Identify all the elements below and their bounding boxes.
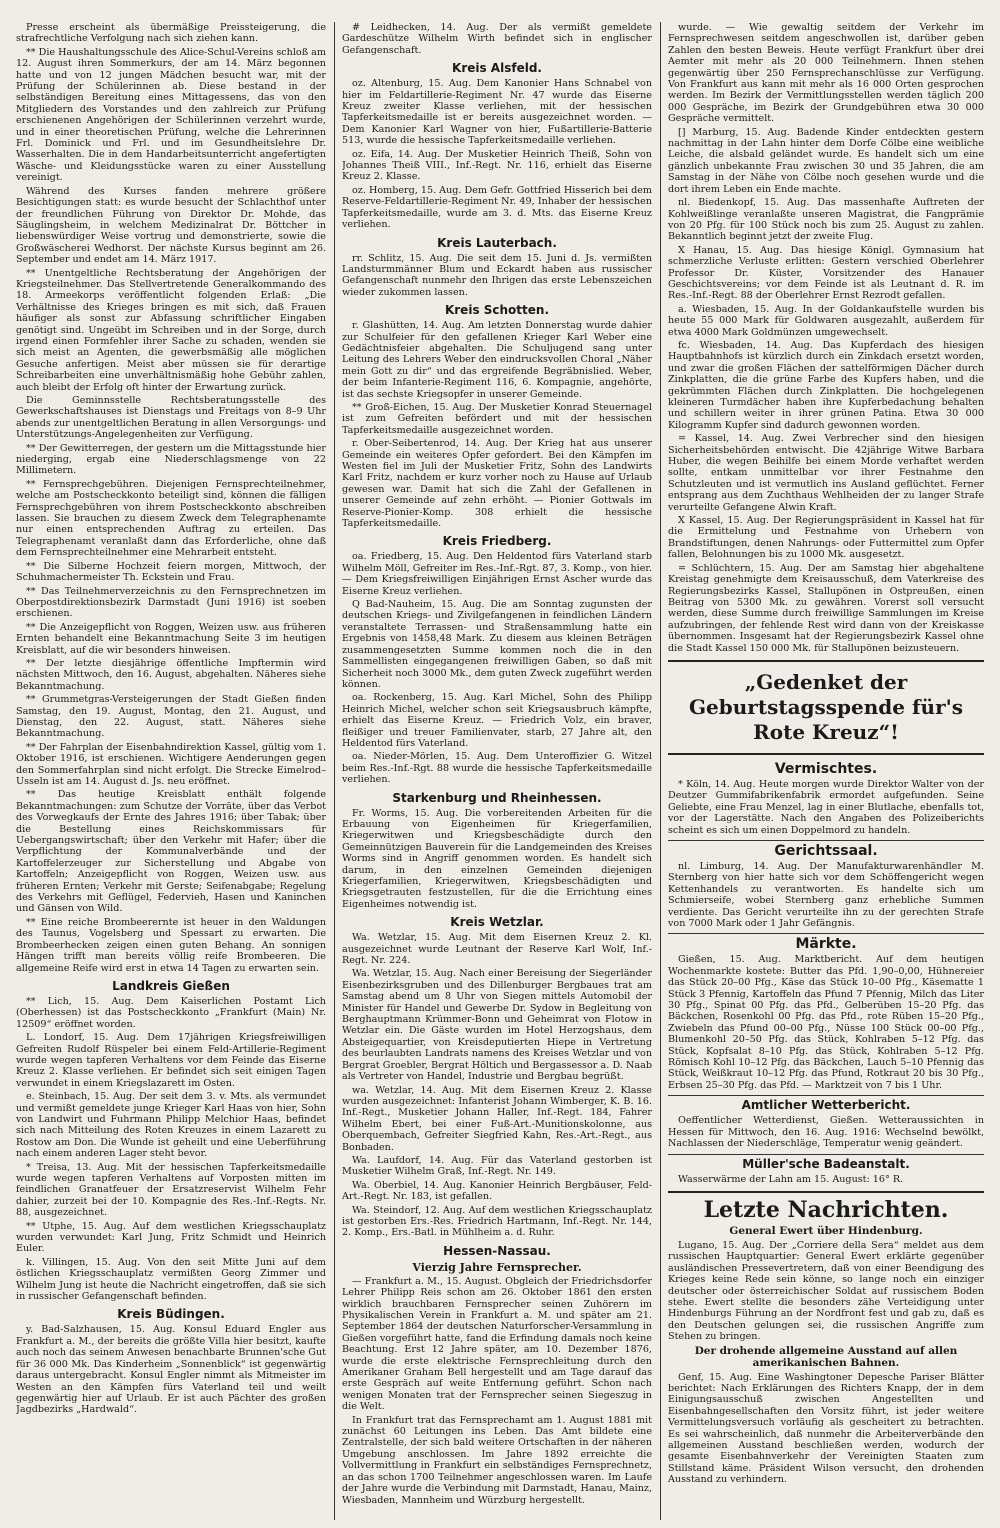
article-title: Der drohende allgemeine Ausstand auf allen amerikanischen Bahnen.: [694, 1344, 958, 1369]
section-heading: Kreis Schotten.: [444, 303, 550, 318]
section-heading: Kreis Lauterbach.: [437, 235, 557, 250]
article: oa. Friedberg, 15. Aug. Den Heldentod fürs Vaterland starb Wilhelm Möll, Gefreiter im Res.-Inf.-Rgt. 87, 3. Komp., von hier. — Dem Kriegsfreiwilligen Einjährigen Ernst Ascher wurde das Eiserne Kreuz verliehen.: [342, 551, 652, 597]
article: Fr. Worms, 15. Aug. Die vorbereitenden Arbeiten für die Erbauung von Eigenheimen für Kriegerfamilien, Kriegerwitwen und Kriegsbeschädigte durch den Gemeinnützigen Bauverein für die Landgemeinden des Kreises Worms sind in Angriff genommen worden. Es handelt sich darum, in den einzelnen Gemeinden diejenigen Kriegerfamilien, Kriegerwitwen, Kriegsbeschädigten und Kriegsgetrauten festzustellen, für die die Errichtung eines Eigenheimes notwendig ist.: [342, 807, 652, 910]
section-heading: Kreis Friedberg.: [442, 534, 552, 549]
article: wa. Wetzlar, 14. Aug. Mit dem Eisernen Kreuz 2. Klasse wurden ausgezeichnet: Infanterist Johann Wimberger, K. B. 16. Inf.-Regt., Musketier Johann Haller, Inf.-Regt. 184, Fahrer Wilhelm Ebert, bei einer Fuß-Art.-Munitionskolonne, aus Oberquembach, Gefreiter Siegfried Kahn, Res.-Art.-Regt., aus Bonbaden.: [342, 1084, 652, 1153]
column-rule: [660, 22, 661, 1520]
article: Die Geminnsstelle Rechtsberatungsstelle des Gewerkschaftshauses ist Dienstags und Freitags von 8–9 Uhr abends zur unentgeltlichen Beratung in allen Versorgungs- und Unterstützungs-Angelegenheiten zur Verfügung.: [16, 395, 326, 441]
article: ** Der letzte diesjährige öffentliche Impftermin wird nächsten Mittwoch, den 16. August, abgehalten. Näheres siehe Bekanntmachung.: [16, 657, 326, 692]
section-heading: Starkenburg und Rheinhessen.: [392, 790, 602, 805]
article: Oeffentlicher Wetterdienst, Gießen. Wetteraussichten in Hessen für Mittwoch, den 16. Aug. 1916: Wechselnd bewölkt, Nachlassen der Niederschläge, Temperatur wenig geändert.: [668, 1115, 984, 1150]
article: oz. Eifa, 14. Aug. Der Musketier Heinrich Theiß, Sohn von Johannes Theiß VIII., Inf.-Regt. Nr. 116, erhielt das Eiserne Kreuz 2. Klasse.: [342, 148, 652, 183]
article: Q Bad-Nauheim, 15. Aug. Die am Sonntag zugunsten der deutschen Kriegs- und Zivilgefangenen in feindlichen Ländern veranstaltete Terrassen- und Straßensammlung hatte ein Ergebnis von 1458,48 Mark. Zu diesem aus kleinen Beträgen zusammengesetzten Summe kommen noch die in den Sammellisten eingegangenen freiwilligen Gaben, so daß mit Sicherheit noch 3000 Mk., dem guten Zweck zugeführt werden können.: [342, 599, 652, 690]
article: rr. Schlitz, 15. Aug. Die seit dem 15. Juni d. Js. vermißten Landsturmmänner Blum und Eckardt haben aus russischer Gefangenschaft nunmehr den Ihrigen das erste Lebenszeichen wieder zukommen lassen.: [342, 252, 652, 298]
article: Während des Kurses fanden mehrere größere Besichtigungen statt: es wurde besucht der Schlachthof unter der freundlichen Führung von Direktor Dr. Mohde, das Säuglingsheim, in welchem Medizinalrat Dr. Böttcher in liebenswürdiger Weise vortrug und demonstrierte, sowie die Großwäscherei Wedhorst. Der nächste Kursus beginnt am 26. September und endet am 14. März 1917.: [16, 185, 326, 266]
article: Lugano, 15. Aug. Der „Corriere della Sera“ meldet aus dem russischen Hauptquartier: General Ewert erklärte gegenüber ausländischen Pressevertretern, daß von einer Beendigung des Krieges keine Rede sein könne, so lange noch ein einziger deutscher oder österreichischer Soldat auf russischem Boden stehe. Ewert stellte die besonders zähe Verteidigung unter Hindenburgs Führung an der Nordfront fest und gab zu, daß es den Deutschen gelungen sei, die russischen Angriffe zum Stehen zu bringen.: [668, 1239, 984, 1343]
article: wurde. — Wie gewaltig seitdem der Verkehr im Fernsprechwesen seitdem angeschwollen ist, darüber geben Zahlen den besten Beweis. Heute verfügt Frankfurt über drei Aemter mit mehr als 20 000 Teilnehmern. Ihnen stehen gegenwärtig über 250 Fernsprechanschlüsse zur Verfügung. Von Frankfurt aus kann mit mehr als 16 000 Orten gesprochen werden. Im Bezirk der Vermittlungsstellen werden täglich 200 000 Gespräche, im Bezirk der Grundgebühren etwa 30 000 Gespräche vermittelt.: [668, 22, 984, 125]
section-heading: Märkte.: [668, 933, 984, 952]
article: — Frankfurt a. M., 15. August. Obgleich der Friedrichsdorfer Lehrer Philipp Reis schon am 26. Oktober 1861 den ersten wirklich brauchbaren Fernsprecher seinen Zuhörern im Physikalischen Verein in Frankfurt a. M. und später am 21. September 1864 der deutschen Naturforscher-Versammlung in Gießen vorgeführt hatte, fand die Erfindung damals noch keine Beachtung. Erst 12 Jahre später, am 10. Dezember 1876, wurde die erste elektrische Fernsprechleitung durch den Amerikaner Graham Bell hergestellt und am Tage darauf das erste Gespräch auf weite Entfernung geführt. Schon nach wenigen Monaten trat der Fernsprecher seinen Siegeszug in die Welt.: [342, 1275, 652, 1413]
column-rule: [334, 22, 335, 1520]
article: k. Villingen, 15. Aug. Von den seit Mitte Juni auf dem östlichen Kriegsschauplatz vermißten Georg Zimmer und Wilhelm Jung ist heute die Nachricht eingetroffen, daß sie sich in russischer Gefangenschaft befinden.: [16, 1256, 326, 1303]
article: Wa. Oberbiel, 14. Aug. Kanonier Heinrich Bergbäuser, Feld-Art.-Regt. Nr. 183, ist gefallen.: [342, 1179, 652, 1203]
article: Wasserwärme der Lahn am 15. August: 16° R.: [678, 1173, 904, 1185]
article-title: Vierzig Jahre Fernsprecher.: [412, 1260, 582, 1274]
article: oz. Homberg, 15. Aug. Dem Gefr. Gottfried Hisserich bei dem Reserve-Feldartillerie-Regiment Nr. 49, Inhaber der hessischen Tapferkeitsmedaille, wurde am 3. d. Mts. das Eiserne Kreuz verliehen.: [342, 184, 652, 231]
red-cross-appeal: „Gedenket der Geburtstagsspende für's Rote Kreuz“!: [668, 660, 984, 755]
article: [] Marburg, 15. Aug. Badende Kinder entdeckten gestern nachmittag in der Lahn hinter dem Dorfe Cölbe eine weibliche Leiche, die alsbald geländet wurde. Es handelt sich um eine gänzlich unbekannte Frau zwischen 30 und 35 Jahren, die am Samstag in der Nähe von Cölbe noch gesehen wurde und die dort ihrem Leben ein Ende machte.: [668, 126, 984, 195]
article: ** Fernsprechgebühren. Diejenigen Fernsprechteilnehmer, welche am Postscheckkonto beteiligt sind, können die fälligen Fernsprechgebühren von ihrem Postscheckkonto abschreiben lassen. Sie brauchen zu diesem Zweck dem Telegraphenamte nur einen entsprechenden Auftrag zu erteilen. Das Telegraphenamt veranlaßt dann das Erforderliche, ohne daß dem Fernsprechteilnehmer eine Mehrarbeit entsteht.: [16, 478, 326, 559]
section-heading: Landkreis Gießen: [112, 978, 230, 993]
article: Presse erscheint als übermäßige Preissteigerung, die strafrechtliche Verfolgung nach sich ziehen kann.: [16, 22, 326, 45]
article: * Treisa, 13. Aug. Mit der hessischen Tapferkeitsmedaille wurde wegen tapferen Verhaltens auf Vorposten mitten im feindlichen Granatfeuer der Ersatzreservist Wilhelm Fehr dahier, zurzeit bei der 10. Kompagnie des Res.-Inf.-Regts. Nr. 88, ausgezeichnet.: [16, 1161, 326, 1219]
article: ** Die Haushaltungsschule des Alice-Schul-Vereins schloß am 12. August ihren Sommerkurs, der am 14. März begonnen hatte und von 12 jungen Mädchen besucht war, mit der Prüfung der Schülerinnen ab. Diese bestand in der selbständigen Bereitung eines Mittagessens, das von den Mitgliedern des Vorstandes und den zahlreich zur Prüfung erschienenen Angehörigen der Schülerinnen verzehrt wurde, und in einer theoretischen Prüfung, welche die Lehrerinnen Frl. Dominick und Frl. und im Gesundheitslehre Dr. Wasserhalten. Die in dem Handarbeitsunterricht angefertigten Wäsche- und Kleidungsstücke waren zu einer Ausstellung vereinigt.: [16, 46, 326, 184]
article: * Köln, 14. Aug. Heute morgen wurde Direktor Walter von der Deutzer Gummifabrikenfabrik ermordet aufgefunden. Seine Geliebte, eine Frau Menzel, lag in einer Blutlache, ebenfalls tot, vor der Lagerstätte. Nach den Angaben des Polizeiberichts scheint es sich um einen Doppelmord zu handeln.: [668, 778, 984, 836]
article-title: General Ewert über Hindenburg.: [729, 1224, 923, 1237]
article: X Hanau, 15. Aug. Das hiesige Königl. Gymnasium hat schmerzliche Verluste erlitten: Gestern verschied Oberlehrer Professor Dr. Küster, Vorsitzender des Hanauer Geschichtsvereins; vor dem Feinde ist als Leutnant d. R. im Res.-Inf.-Regt. 88 der Oberlehrer Ernst Rezrodt gefallen.: [668, 244, 984, 302]
article: y. Bad-Salzhausen, 15. Aug. Konsul Eduard Engler aus Frankfurt a. M., der bereits die größte Villa hier besitzt, kaufte auch noch das seinem Anwesen benachbarte Brunnen'sche Gut für 36 000 Mk. Das Kinderheim „Sonnenblick“ ist gegenwärtig daraus untergebracht. Konsul Engler nimmt als Mitmeister im Westen an den Kämpfen fürs Vaterland teil und weilt gegenwärtig hier auf Urlaub. Er ist auch Pächter des großen Jagdbezirks „Hardwald“.: [16, 1324, 326, 1416]
article: ** Der Fahrplan der Eisenbahndirektion Kassel, gültig vom 1. Oktober 1916, ist erschienen. Wichtigere Aenderungen gegen den Sommerfahrplan sind nicht erfolgt. Die Strecke Eimelrod–Usseln ist am 14. August d. Js. neu eröffnet.: [16, 741, 326, 787]
section-heading: Kreis Büdingen.: [117, 1307, 225, 1322]
latest-news-heading: Letzte Nachrichten.: [668, 1191, 984, 1223]
article: # Leidhecken, 14. Aug. Der als vermißt gemeldete Gardeschütze Wilhelm Wirth befindet sich in englischer Gefangenschaft.: [342, 22, 652, 56]
article: Wa. Steindorf, 12. Aug. Auf dem westlichen Kriegsschauplatz ist gestorben Ers.-Res. Friedrich Hartmann, Inf.-Regt. Nr. 144, 2. Komp., Ers.-Batl. in Mühlheim a. d. Ruhr.: [342, 1204, 652, 1239]
article: oa. Rockenberg, 15. Aug. Karl Michel, Sohn des Philipp Heinrich Michel, welcher schon seit Kriegsausbruch kämpfte, erhielt das Eiserne Kreuz. — Friedrich Volz, ein braver, fleißiger und treuer Familienvater, starb, 27 Jahre alt, den Heldentod fürs Vaterland.: [342, 692, 652, 749]
article: r. Ober-Seibertenrod, 14. Aug. Der Krieg hat aus unserer Gemeinde ein weiteres Opfer gefordert. Bei den Kämpfen im Westen fiel im Juli der Musketier Fritz, Sohn des Landwirts Karl Fritz, nachdem er kurz vorher noch zu Hause auf Urlaub gewesen war. Damit hat sich die Zahl der Gefallenen in unserer Gemeinde auf zehn erhöht. — Pionier Gottwals im Reserve-Pionier-Komp. 308 erhielt die hessische Tapferkeitsmedaille.: [342, 438, 652, 530]
column-3: [668, 22, 984, 1520]
article: ** Die Anzeigepflicht von Roggen, Weizen usw. aus früheren Ernten behandelt eine Bekanntmachung Seite 3 im heutigen Kreisblatt, auf die wir besonders hinweisen.: [16, 621, 326, 656]
article: nl. Biedenkopf, 15. Aug. Das massenhafte Auftreten der Kohlweißlinge veranlaßte unseren Magistrat, die Fangprämie von 20 Pfg. für 100 Stück noch bis zum 25. August zu zahlen. Bekanntlich beginnt jetzt der zweite Flug.: [668, 197, 984, 243]
section-heading: Kreis Alsfeld.: [452, 61, 542, 76]
article: ** Utphe, 15. Aug. Auf dem westlichen Kriegsschauplatz wurden verwundet: Karl Jung, Fritz Schmidt und Heinrich Euler.: [16, 1220, 326, 1255]
article: ** Das Teilnehmerverzeichnis zu den Fernsprechnetzen im Oberpostdirektionsbezirk Darmstadt (Juni 1916) ist soeben erschienen.: [16, 585, 326, 620]
article: ** Lich, 15. Aug. Dem Kaiserlichen Postamt Lich (Oberhessen) ist das Postscheckkonto „Frankfurt (Main) Nr. 12509“ eröffnet worden.: [16, 995, 326, 1030]
section-heading: Amtlicher Wetterbericht.: [668, 1095, 984, 1112]
section-heading: Hessen-Nassau.: [443, 1243, 551, 1258]
article: Wa. Wetzlar, 15. Aug. Mit dem Eisernen Kreuz 2. Kl. ausgezeichnet wurde Leutnant der Reserve Karl Wolf, Inf.-Regt. Nr. 224.: [342, 932, 652, 967]
article: = Schlüchtern, 15. Aug. Der am Samstag hier abgehaltene Kreistag genehmigte dem Kreisausschuß, dem Vaterkreise des Regierungsbezirks Kassel, Stallupönen in Ostpreußen, einen Beitrag von 5300 Mk. zu gewähren. Vorerst soll versucht werden, diese Summe durch freiwillige Sammlungen im Kreise aufzubringen, der fehlende Rest wird dann von der Kreiskasse übernommen. Insgesamt hat der Regierungsbezirk Kassel ohne die Stadt Kassel 150 000 Mk. für Stallupönen beizusteuern.: [668, 562, 984, 654]
article: L. Londorf, 15. Aug. Dem 17jährigen Kriegsfreiwilligen Gefreiten Rudolf Rüspeler bei einem Feld-Artillerie-Regiment wurde wegen tapferen Verhaltens vor dem Feinde das Eiserne Kreuz 2. Klasse verliehen. Er befindet sich seit einigen Tagen verwundet in einem Kriegslazarett im Osten.: [16, 1032, 326, 1089]
column-1: [16, 22, 326, 1520]
article: r. Glashütten, 14. Aug. Am letzten Donnerstag wurde dahier zur Schulfeier für den gefallenen Krieger Karl Weber eine Gedächtnisfeier abgehalten. Die Schuljugend sang unter Leitung des Lehrers Weber den eindrucksvollen Choral „Näher mein Gott zu dir“ und das ergreifende Begräbnislied. Weber, der beim Infanterie-Regiment 116, 6. Kompagnie, angehörte, ist das sechste Kriegsopfer in unserer Gemeinde.: [342, 320, 652, 400]
article: X Kassel, 15. Aug. Der Regierungspräsident in Kassel hat für die Ermittelung und Festnahme von Urhebern von Brandstiftungen, denen Nahrungs- oder Futtermittel zum Opfer fallen, Belohnungen bis zu 1000 Mk. ausgesetzt.: [668, 515, 984, 561]
article: In Frankfurt trat das Fernsprechamt am 1. August 1881 mit zunächst 60 Leitungen ins Leben. Das Amt bildete eine Zentralstelle, der sich bald weitere Ortschaften in der näheren Umgebung anschlossen. Im Jahre 1892 erreichte die Vollvermittlung in Frankfurt ein selbständiges Fernsprechnetz, an das schon 1700 Teilnehmer angeschlossen waren. Im Laufe der Jahre wurde die Verbindung mit Darmstadt, Hanau, Mainz, Wiesbaden, Mannheim und Würzburg hergestellt.: [342, 1414, 652, 1506]
article: ** Eine reiche Brombeerernte ist heuer in den Waldungen des Taunus, Vogelsberg und Spessart zu erwarten. Die Brombeerhecken zeigen einen guten Behang. An sonnigen Hängen trifft man bereits völlig reife Brombeeren. Die allgemeine Reife wird erst in etwa 14 Tagen zu erwarten sein.: [16, 916, 326, 974]
article: oz. Altenburg, 15. Aug. Dem Kanonier Hans Schnabel von hier im Feldartillerie-Regiment Nr. 47 wurde das Eiserne Kreuz zweiter Klasse verliehen, mit der hessischen Tapferkeitsmedaille ist er bereits ausgezeichnet worden. — Dem Kanonier Karl Wagner von hier, Fußartillerie-Batterie 513, wurde die hessische Tapferkeitsmedaille verliehen.: [342, 78, 652, 147]
article: nl. Limburg, 14. Aug. Der Manufakturwarenhändler M. Sternberg von hier hatte sich vor dem Schöffengericht wegen Kettenhandels zu verantworten. Es handelte sich um Schmierseife, wobei Sternberg ganz erhebliche Summen verdiente. Das Gericht verurteilte ihn zu der gerechten Strafe von 7000 Mark oder 1 Jahr Gefängnis.: [668, 860, 984, 929]
article: Wa. Laufdorf, 14. Aug. Für das Vaterland gestorben ist Musketier Wilhelm Graß, Inf.-Regt. Nr. 149.: [342, 1154, 652, 1178]
article: e. Steinbach, 15. Aug. Der seit dem 3. v. Mts. als vermundet und vermißt gemeldete junge Krieger Karl Haas von hier, Sohn von Landwirt und Fuhrmann Philipp Melchior Haas, befindet sich nach Mitteilung des Roten Kreuzes in einem Lazarett zu Rostow am Don. Die Wunde ist geheilt und eine Ueberführung nach einem anderen Lager steht bevor.: [16, 1091, 326, 1160]
section-heading: Kreis Wetzlar.: [450, 915, 544, 930]
article: fc. Wiesbaden, 14. Aug. Das Kupferdach des hiesigen Hauptbahnhofs ist kürzlich durch ein Zinkdach ersetzt worden, und zwar die großen Flächen der sattelförmigen Dächer durch Zinkplatten, die die grüne Farbe des Kupfers haben, und die gekrümmten Flächen durch Zinkplatten. Die hochgelegenen kleineren Turmdächer haben ihre Kupferbedachung behalten und schillern weiter in ihrer grünen Patina. Etwa 30 000 Kilogramm Kupfer sind dadurch gewonnen worden.: [668, 339, 984, 431]
article: Gießen, 15. Aug. Marktbericht. Auf dem heutigen Wochenmarkte kostete: Butter das Pfd. 1,90–0,00, Hühnereier das Stück 20–00 Pfg., Käse das Stück 10–00 Pfg., Käsematte 1 Stück 3 Pfennig, Kartoffeln das Pfund 7 Pfennig, Milch das Liter 30 Pfg., Spinat 00 Pfg. das Pfd., Gelberüben 15–20 Pfg. das Bäckchen, Rosenkohl 00 Pfg. das Pfd., rote Rüben 15–20 Pfg., Zwiebeln das Pfund 00–00 Pfg., Nüsse 100 Stück 00–00 Pfg., Blumenkohl 20–50 Pfg. das Stück, Kohlraben 5–12 Pfg. das Stück, Kopfsalat 8–10 Pfg. das Stück, Kohlraben 5–12 Pfg. Römisch Kohl 10–12 Pfg. das Bäckchen, Lauch 5–10 Pfennig das Stück, Weißkraut 10–12 Pfg. das Pfund, Rotkraut 20 bis 30 Pfg., Erbsen 25–30 Pfg. das Pfd. — Marktzeit von 7 bis 1 Uhr.: [668, 954, 984, 1091]
article: ** Die Silberne Hochzeit feiern morgen, Mittwoch, der Schuhmachermeister Th. Eckstein und Frau.: [16, 560, 326, 584]
article: Genf, 15. Aug. Eine Washingtoner Depesche Pariser Blätter berichtet: Nach Erklärungen des Richters Knapp, der in dem Einigungsausschuß zwischen Angestellten und Eisenbahngesellschaften den Vorsitz führt, ist jeder weitere Vermittelungsversuch vorläufig als gescheitert zu betrachten. Es sei wahrscheinlich, daß nunmehr die Arbeiterverbände den allgemeinen Ausstand beschließen werden, wodurch der gesamte Eisenbahnverkehr der Vereinigten Staaten zum Stillstand käme. Präsident Wilson versucht, den drohenden Ausstand zu verhindern.: [668, 1371, 984, 1486]
article: = Kassel, 14. Aug. Zwei Verbrecher sind den hiesigen Sicherheitsbehörden entwischt. Die 42jährige Witwe Barbara Huber, die wegen Beihilfe bei einem Morde verhaftet werden sollte, entkam unmittelbar vor ihrer Festnahme den Schutzleuten und ist vermutlich ins Ausland geflüchtet. Ferner entsprang aus dem Zuchthaus Wehlheiden der zu langer Strafe verurteilte Gefangene Alwin Kraft.: [668, 433, 984, 513]
article: ** Groß-Eichen, 15. Aug. Der Musketier Konrad Steuernagel ist zum Gefreiten befördert und mit der hessischen Tapferkeitsmedaille ausgezeichnet worden.: [342, 401, 652, 436]
article: a. Wiesbaden, 15. Aug. In der Goldankaufstelle wurden bis heute 55 000 Mark für Goldwaren ausgezahlt, außerdem für etwa 4000 Mark Goldmünzen umgewechselt.: [668, 303, 984, 338]
article: ** Grummetgras-Versteigerungen der Stadt Gießen finden Samstag, den 19. August, Montag, den 21. August, und Dienstag, den 22. August, statt. Näheres siehe Bekanntmachung.: [16, 694, 326, 740]
article: oa. Nieder-Mörlen, 15. Aug. Dem Unteroffizier G. Witzel beim Res.-Inf.-Rgt. 88 wurde die hessische Tapferkeitsmedaille verliehen.: [342, 751, 652, 786]
section-heading: Vermischtes.: [774, 760, 878, 777]
section-heading: Gerichtssaal.: [668, 840, 984, 859]
article: ** Das heutige Kreisblatt enthält folgende Bekanntmachungen: zum Schutze der Vorräte, über das Verbot des Vorwegkaufs der Ernte des Jahres 1916; über Tabak; über die Bestellung eines Reichskommissars für Uebergangswirtschaft; über den Verkehr mit Hafer; über die Verpflichtung der Kommunalverbände und der Kartoffelerzeuger zur Sicherstellung und Abgabe von Kartoffeln; Anzeigepflicht von Roggen, Weizen usw. aus früheren Ernten; Verkehr mit Gerste; Seifenabgabe; Regelung des Verkehrs mit Geflügel, Federvieh, Hasen und Kaninchen und Gänsen von Wild.: [16, 789, 326, 915]
article: ** Der Gewitterregen, der gestern um die Mittagsstunde hier niederging, ergab eine Niederschlagsmenge von 22 Millimetern.: [16, 442, 326, 477]
article: Wa. Wetzlar, 15. Aug. Nach einer Bereisung der Siegerländer Eisenbezirksgruben und des Dillenburger Bergbaues trat am Samstag abend um 8 Uhr von Siegen mittels Automobil der Minister für Handel und Gewerbe Dr. Sydow in Begleitung von Berghauptmann Krümmer-Bonn und Geheimrat von Flotow in Wetzlar ein. Die Gäste wurden im Hotel Herzogshaus, dem Absteigequartier, von Kreisdeputierten Hiepe in Vertretung des beurlaubten Landrats namens des Kreises Wetzlar und von Bergrat Groebler, Bergrat Höltich und Bergassessor a. D. Naab als Vertreter von Handel, Industrie und Bergbau begrüßt.: [342, 968, 652, 1083]
section-heading: Müller'sche Badeanstalt.: [668, 1154, 984, 1171]
column-2: [342, 22, 652, 1520]
article: ** Unentgeltliche Rechtsberatung der Angehörigen der Kriegsteilnehmer. Das Stellvertretende Generalkommando des 18. Armeekorps veröffentlicht folgenden Erlaß: „Die Verhältnisse des Krieges bringen es mit sich, daß Frauen häufiger als sonst zur Abfassung schriftlicher Eingaben genötigt sind. Ungeübt im Schreiben und in der Sorge, durch irgend einen Formfehler ihrer Sache zu schaden, wenden sie sich meist an Agenten, die gewerbsmäßig alle möglichen Gesuche anfertigen. Meist aber müssen sie für derartige Schreibarbeiten eine unverhältnismäßig hohe Gebühr zahlen, auch bleibt der Erfolg oft hinter der Erwartung zurück.: [16, 267, 326, 393]
